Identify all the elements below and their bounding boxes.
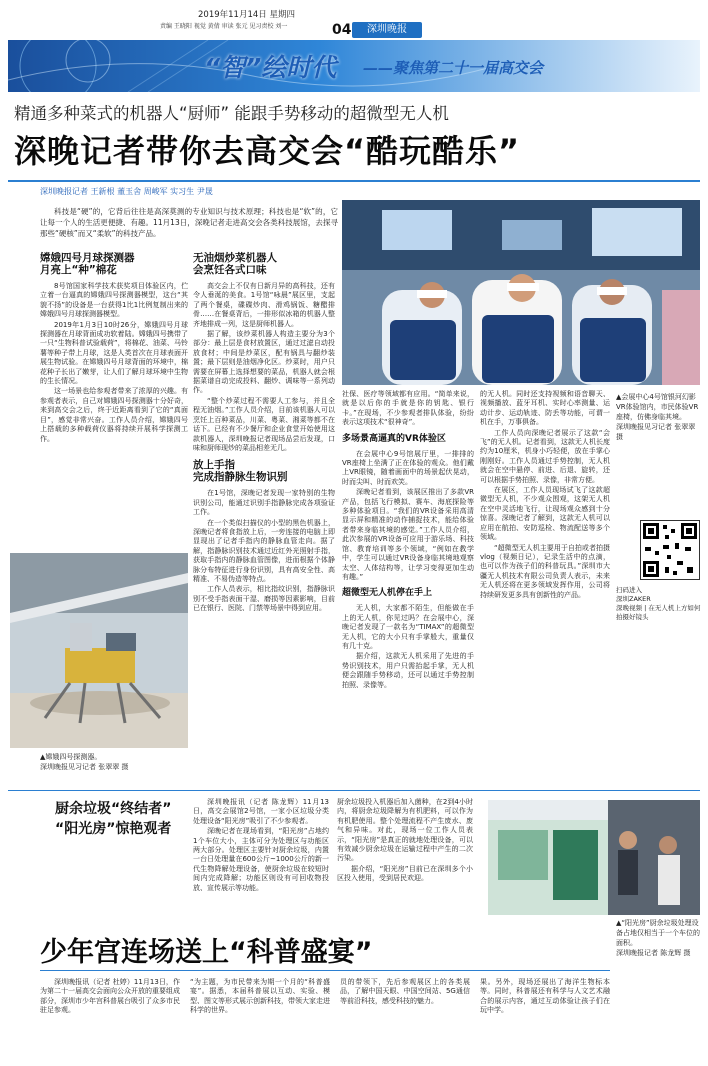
col1-paragraph: 8号馆国家科学技术获奖项目体验区内，伫立着一台逼真的嫦娥四号探测器模型，这台“其貌不扬”的设备是一台获得1比1比例复制出来的嫦娥四号月球探测器模型。 — [40, 282, 188, 319]
headline-rule — [8, 180, 700, 182]
sunroom-caption: ▲“阳光房”厨余垃圾处理设备占地仅相当于一个车位的面积。 深圳晚报记者 陈龙辉 摄 — [616, 919, 700, 957]
col2-paragraph: 高交会上不仅有日新月异的高科技，还有令人垂涎的美食。1号馆“咏晨”展区里，支起了两个餐桌，碟碟炒肉、滑鸡锅饭、糖醋排骨……在餐桌背后，一排形似冰箱的机器人整齐地排成一列，这是厨师机器人。 — [193, 282, 335, 328]
section-divider — [8, 790, 700, 791]
main-byline: 深圳晚报记者 王新根 董玉舍 周峻军 实习生 尹晟 — [40, 187, 213, 196]
col2-paragraph: 工作人员表示，相比指纹识别，指静脉识别不受手指表面干湿、磨损等因素影响，目前已在银行、医院、门禁等场景中得到应用。 — [193, 585, 335, 613]
trash-paragraph: 厨余垃圾投入机器后加入菌种，在2到4小时内，将厨余垃圾降解为有机肥料，可以作为有机肥使用。整个处理流程不产生废水、废气和异味。对此，现场一位工作人员表示，“阳光房”是真正的就地处理设备，可以有效减少厨余垃圾在运输过程中产生的二次污染。 — [337, 798, 473, 863]
chang-e-subhead: 嫦娥四号月球探测器 月亮上“种”棉花 — [40, 252, 135, 276]
trash-column-2 — [337, 798, 473, 885]
youth-paragraph: 深圳晚报讯（记者 杜婷）11月13日，作为第二十一届高交会面向公众开放的重要组成部分，深圳市少年宫科普展台吸引了众多市民驻足参观。 — [40, 978, 180, 1015]
chang-e-caption: ▲嫦娥四号探测器。 深圳晚报见习记者 张翠翠 摄 — [40, 753, 129, 771]
trash-headline-1: 厨余垃圾“终结者” — [55, 801, 172, 817]
editors-line: 责编 王晓阳 视觉 黄倩 审读 张元 见习责校 刘一 — [160, 23, 288, 30]
kicker-headline: 精通多种菜式的机器人“厨师” 能跟手势移动的超微型无人机 — [14, 104, 449, 123]
banner-title: “智”绘时代 — [204, 53, 337, 82]
lead-paragraph: 科技是“硬”的，它背后往往是高深莫测的专业知识与技术原理；科技也是“软”的，它让每一个人的生活更便捷、有趣。11月13日，深晚记者走进高交会各类科技展馆，去探寻那些“硬核”而又“柔软”的科技产品。 — [40, 207, 338, 238]
col2-paragraph: “整个炒菜过程不需要人工参与，并且全程无油烟。”工作人员介绍，目前该机器人可以烹饪上百种菜品，川菜、粤菜、湘菜等都不在话下。已经有不少餐厅和企业食堂开始使用这款机器人，深圳晚报记者现场品尝后发现，口味和厨师现炒的菜品相差无几。 — [193, 396, 335, 452]
banner-subtitle: ——聚焦第二十一届高交会 — [363, 59, 544, 77]
page-number: 04 — [332, 22, 352, 38]
qr-caption: 扫码进入 深圳ZAKER 深晚视频 | 在无人机上方如何拍摄好镜头 — [616, 586, 701, 621]
column-4 — [480, 390, 610, 601]
vr-photo — [342, 200, 700, 385]
robot-chef-subhead: 无油烟炒菜机器人 会烹饪各式口味 — [193, 252, 277, 276]
col3-paragraph: 深晚记者看到，该展区推出了多款VR产品，包括飞行模拟、赛车、海底探险等多种体验项目。“我们的VR设备采用高清显示屏和精准的动作捕捉技术，能给体验者带来身临其境的感觉。”工作人员介绍，此次参展的VR设备可应用于游乐场、科技馆、教育培训等多个领域，“例如在教学中，学生可以通过VR设备身临其境地观察太空、人体结构等，让学习变得更加生动有趣。” — [342, 488, 474, 581]
vr-subhead: 多场景高逼真的VR体验区 — [342, 433, 446, 444]
qr-code-icon — [641, 521, 699, 579]
col1-paragraph: 这一场景也给参观者带来了浓厚的兴趣。有参观者表示，自己对嫦娥四号探测器十分好奇，来到高交会之后，终于近距离看到了它的“真面目”，感觉非常兴奋。工作人员介绍，嫦娥四号上搭载的多种载荷仪器将持续开展科学探测工作。 — [40, 387, 188, 443]
col2-paragraph: 在一个类似扫描仪的小型的黑色机器上，深晚记者将食指放上后，一旁连接的电脑上即显现出了记者手指内的静脉血管走向。据了解，指静脉识别技术通过近红外光照射手指，获取手指内的静脉血管图像，进而根据个体静脉分布特征进行身份识别，具有高安全性、高精准、不易伪造等特点。 — [193, 518, 335, 583]
paper-name: 深圳晚报 — [367, 24, 407, 35]
col1-paragraph: 2019年1月3日10时26分，嫦娥四号月球探测器在月球背面成功软着陆。嫦娥四号携带了一只“生物科普试验载荷”，将棉花、油菜、马铃薯等种子带上月球，这是人类首次在月球表面开展生物试验。在嫦娥四号月球背面的环境中，棉花种子长出了嫩芽，让人们了解月球环境中生物的生长情况。 — [40, 320, 188, 386]
col4-paragraph: 工作人员向深晚记者展示了这款“会飞”的无人机。记者看到，这款无人机长度约为10厘米，机身小巧轻便，放在手掌心刚刚好。工作人员通过手势控制，无人机就会在空中悬停、前进、后退、旋转，还可以根据手势拍照、录像，非常方便。 — [480, 428, 610, 484]
column-1 — [40, 252, 188, 445]
trash-paragraph: 据介绍，“阳光房”目前已在深圳多个小区投入使用，受到居民欢迎。 — [337, 864, 473, 883]
col4-paragraph: “超微型无人机主要用于自拍或者拍摄vlog（视频日记），记录生活中的点滴，也可以作为孩子们的科普玩具。”深圳市大疆无人机技术有限公司负责人表示，未来无人机还将在更多领域发挥作用，公司将持续研发更多具有创新性的产品。 — [480, 543, 610, 599]
col4-paragraph: 在展区，工作人员现场试飞了这款超微型无人机，不少观众围观，这架无人机在空中灵活地飞行，让现场观众感到十分惊喜。深晚记者了解到，这款无人机可以应用在航拍、安防巡检、物流配送等多个领域。 — [480, 486, 610, 542]
vr-caption: ▲会展中心4号馆银河幻影VR体验馆内，市民体验VR座椅，仿佛身临其境。 深圳晚报见习记者 张翠翠 摄 — [616, 393, 699, 441]
finger-vein-subhead: 放上手指 完成指静脉生物识别 — [193, 459, 288, 484]
theme-banner — [8, 40, 700, 92]
col3-paragraph: 社保、医疗等领域都有应用。“简单来说，就是以后你的手就是你的钥匙、银行卡。”在现场，不少参观者排队体验，纷纷表示这项技术“很神奇”。 — [342, 390, 474, 427]
col3-paragraph: 无人机，大家都不陌生，但能做在手上的无人机，你见过吗？在会展中心，深晚记者发现了一款名为“TIMAX”的超微型无人机，它的大小只有手掌般大，重量仅有几十克。 — [342, 604, 474, 650]
trash-column-1 — [193, 798, 329, 894]
col3-paragraph: 在会展中心9号馆展厅里，一排排的VR座椅上坐满了正在体验的观众。他们戴上VR眼镜，随着画面中的场景起伏晃动，时而尖叫、时而欢笑。 — [342, 449, 474, 486]
col2-paragraph: 据了解，该炒菜机器人构造主要分为3个部分：最上层是食材放置区，通过过滤自动投放食材；中间是炒菜区，配有锅具与翻炒装置；最下层则是油烟净化区。炒菜时，用户只需要在屏幕上选择想要的菜品，机器人就会根据菜谱自动完成投料、翻炒、调味等一系列动作。 — [193, 330, 335, 395]
trash-headline-2: “阳光房”惊艳观者 — [55, 821, 172, 837]
vr-photo-image — [342, 200, 700, 385]
sunroom-photo-image — [488, 800, 700, 915]
col2-paragraph: 在1号馆，深晚记者发现一家特别的生物识别公司，能通过识别手指静脉完成各项验证工作。 — [193, 489, 335, 517]
sunroom-photo — [488, 800, 700, 915]
date-line: 2019年11月14日 星期四 — [198, 10, 295, 20]
drone-subhead: 超微型无人机停在手上 — [342, 588, 433, 599]
youth-paragraph: 员的带领下，先后参观展区上的各类展品，了解中国天眼、中国空间站、5G通信等前沿科技，感受科技的魅力。 — [340, 978, 470, 1005]
col3-paragraph: 据介绍，这款无人机采用了先进的手势识别技术，用户只需抬起手掌，无人机便会跟随手势移动，还可以通过手势控制拍照、录像等。 — [342, 652, 474, 689]
column-3 — [342, 390, 474, 691]
chang-e-photo-image — [10, 553, 188, 748]
youth-headline: 少年宫连场送上“科普盛宴” — [40, 937, 373, 968]
main-headline: 深晚记者带你去高交会“酷玩酷乐” — [14, 132, 521, 170]
youth-paragraph: 果。另外，现场还展出了海洋生物标本等。同时，科普展还有科学与人文艺术融合的展示内容，通过互动体验让孩子们在玩中学。 — [480, 978, 610, 1015]
qr-code[interactable] — [640, 520, 700, 580]
trash-paragraph: 深晚记者在现场看到，“阳光房”占地约1个车位大小，主体可分为处理区与功能区两大部分。处理区主要针对厨余垃圾，内置一台日处理量在600公斤~1000公斤的新一代生物降解处理设备，使厨余垃圾在较短时间内完成降解；功能区则设有可回收物投放、宣传展示等功能。 — [193, 827, 329, 892]
youth-paragraph: “为主题，为市民带来为期一个月的“科普盛宴”。据悉，本届科普展以互动、实验、模型、图文等形式展示创新科技，带领大家走进科学的世界。 — [190, 978, 330, 1015]
banner-decoration-graphic — [8, 40, 700, 92]
trash-byline: 深圳晚报讯（记者 陈龙辉）11月13日，高交会展馆2号馆，一家小区垃圾分类处理设备“阳光房”吸引了不少参观者。 — [193, 798, 329, 825]
paper-name-badge — [352, 22, 422, 38]
chang-e-photo — [10, 553, 188, 748]
youth-rule — [40, 970, 610, 971]
column-2 — [193, 252, 335, 615]
col4-paragraph: 的无人机。同时还支持视频和语音聊天、视频播放、蓝牙耳机、实时心率测量、运动计步、运动轨迹、防丢等功能，可谓一机在手，万事俱备。 — [480, 390, 610, 427]
